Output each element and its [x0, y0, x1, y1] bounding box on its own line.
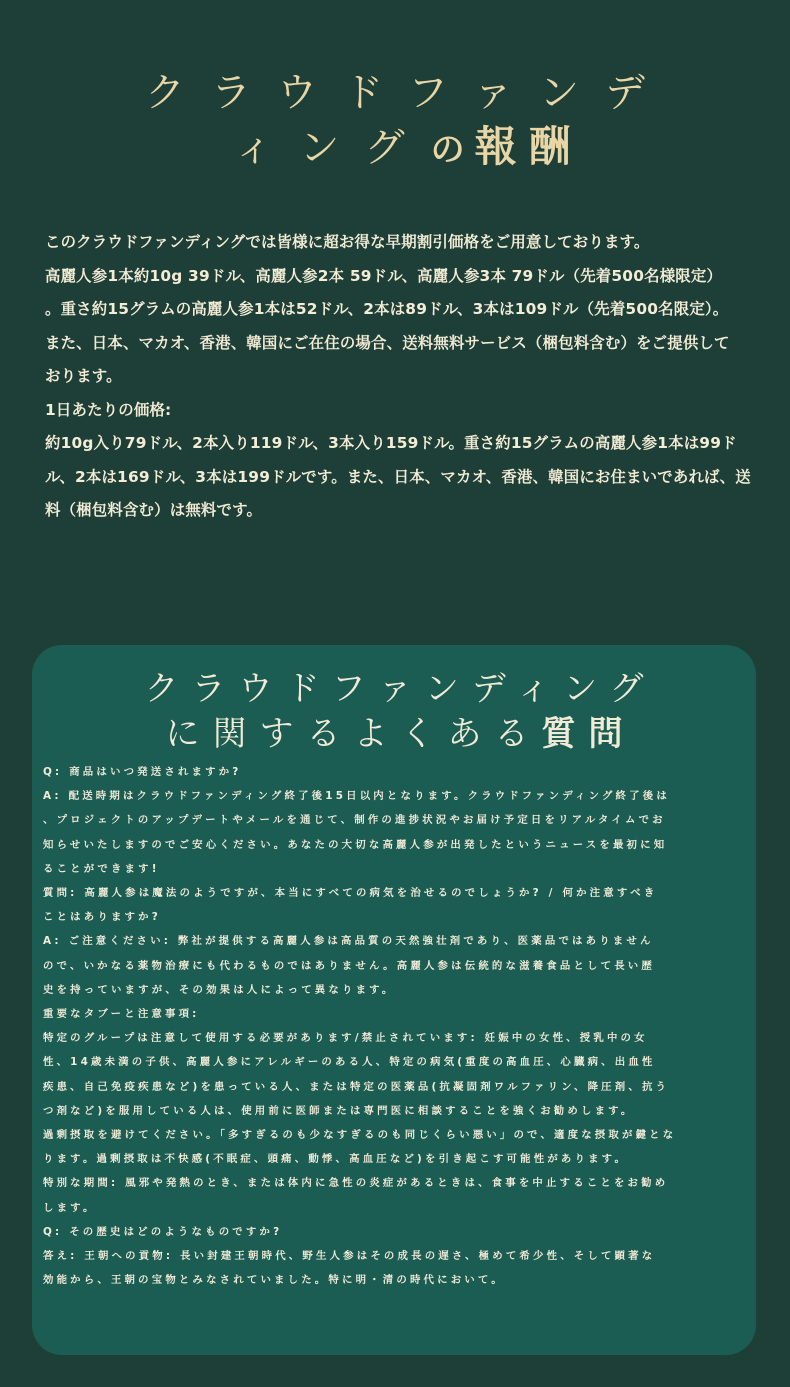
faq-line: 、プロジェクトのアップデートやメールを通じて、制作の進捗状況やお届け予定日をリアルタイムでお	[43, 814, 666, 827]
faq-heading	[32, 667, 756, 757]
faq-line: 答え: 王朝への貢物: 長い封建王朝時代、野生人参はその成長の遅さ、極めて希少性、そして顕著な	[43, 1250, 656, 1263]
faq-body	[43, 760, 745, 1292]
faq-line: 性、14歳未満の子供、高麗人参にアレルギーのある人、特定の病気(重度の高血圧、心臓病、出血性	[43, 1056, 656, 1069]
rewards-heading-line2	[0, 120, 790, 177]
rewards-line: 料（梱包料含む）は無料です。	[45, 501, 263, 519]
rewards-heading-part1: ィング	[233, 125, 431, 171]
faq-line: Q: その歴史はどのようなものですか?	[43, 1225, 283, 1238]
rewards-heading-line1: クラウドファンデ	[145, 70, 671, 116]
faq-line: ことはありますか?	[43, 911, 161, 924]
rewards-heading-kanji: 報酬	[474, 122, 583, 171]
rewards-heading	[0, 66, 790, 177]
faq-line: します。	[43, 1201, 97, 1214]
faq-line: 効能から、王朝の宝物とみなされていました。特に明・清の時代において。	[43, 1274, 505, 1287]
rewards-line: このクラウドファンディングでは皆様に超お得な早期割引価格をご用意しております。	[45, 233, 650, 251]
faq-line: 過剰摂取を避けてください。「多すぎるのも少なすぎるのも同じくらい悪い」ので、適度な摂取が鍵とな	[43, 1129, 677, 1142]
faq-line: 質問: 高麗人参は魔法のようですが、本当にすべての病気を治せるのでしょうか? / 何か注意すべき	[43, 887, 658, 900]
faq-line: つ剤など)を服用している人は、使用前に医師または専門医に相談することを強くお勧めします。	[43, 1104, 635, 1117]
faq-line: 史を持っていますが、その効果は人によって異なります。	[43, 983, 396, 996]
faq-line: 知らせいたしますのでご安心ください。あなたの大切な高麗人参が出発したというニュースを最初に知	[43, 838, 668, 851]
faq-heading-line2	[32, 711, 756, 757]
rewards-description	[45, 226, 750, 528]
faq-line: 重要なタブーと注意事項:	[43, 1008, 200, 1021]
faq-line: ります。過剰摂取は不快感(不眠症、頭痛、動悸、高血圧など)を引き起こす可能性があります。	[43, 1153, 629, 1166]
rewards-line: おります。	[45, 367, 122, 385]
faq-line: ることができます!	[43, 862, 160, 875]
no-particle-mark: の	[430, 130, 475, 170]
rewards-line: 約10g入り79ドル、2本入り119ドル、3本入り159ドル。重さ約15グラムの高麗人参1本は99ド	[45, 434, 737, 452]
faq-line: 特別な期間: 風邪や発熱のとき、または体内に急性の炎症があるときは、食事を中止することをお勧め	[43, 1177, 669, 1190]
faq-heading-part1: に関するよくある	[165, 714, 542, 754]
faq-line: A: ご注意ください: 弊社が提供する高麗人参は高品質の天然強壮剤であり、医薬品ではありません	[43, 935, 654, 948]
faq-line: 疾患、自己免疫疾患など)を患っている人、または特定の医薬品(抗凝固剤ワルファリン、降圧剤、抗う	[43, 1080, 670, 1093]
faq-line: Q: 商品はいつ発送されますか?	[43, 766, 242, 778]
rewards-line: ル、2本は169ドル、3本は199ドルです。また、日本、マカオ、香港、韓国にお住まいであれば、送	[45, 467, 751, 486]
rewards-line: また、日本、マカオ、香港、韓国にご在住の場合、送料無料サービス（梱包料含む）をご提供して	[45, 333, 730, 352]
rewards-line: 。重さ約15グラムの高麗人参1本は52ドル、2本は89ドル、3本は109ドル（先着500名限定）。	[45, 300, 729, 318]
rewards-line: 高麗人参1本約10g 39ドル、高麗人参2本 59ドル、高麗人参3本 79ドル（先着500名様限定）	[45, 266, 723, 285]
faq-card	[32, 645, 756, 1355]
faq-line: A: 配送時期はクラウドファンディング終了後15日以内となります。クラウドファンディング終了後は	[43, 790, 670, 803]
faq-heading-line1: クラウドファンディング	[144, 669, 657, 709]
rewards-line: 1日あたりの価格:	[45, 400, 172, 419]
faq-line: ので、いかなる薬物治療にも代わるものではありません。高麗人参は伝統的な滋養食品として長い歴	[43, 959, 655, 972]
faq-heading-kanji: 質問	[541, 714, 636, 754]
faq-line: 特定のグループは注意して使用する必要があります/禁止されています: 妊娠中の女性、授乳中の女	[43, 1032, 648, 1045]
